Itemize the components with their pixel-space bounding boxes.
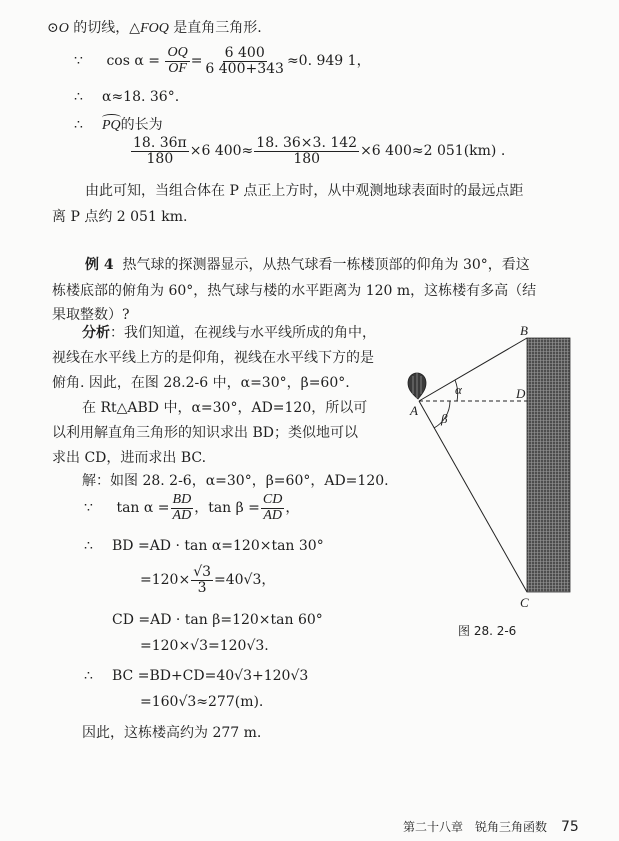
var-o: O (58, 21, 69, 36)
denominator: AD (172, 507, 192, 523)
cd-equation: CD =AD · tan β=120×tan 60° (112, 612, 323, 628)
page-footer (403, 818, 579, 835)
circle-symbol: ⊙ (47, 20, 59, 36)
chapter-title: 第二十八章 锐角三角函数 (403, 820, 548, 834)
analysis-line-2: 视线在水平线上方的是仰角，视线在水平线下方的是 (52, 350, 374, 366)
hot-air-balloon-icon (408, 373, 426, 399)
conclusion-line-2: 离 P 点约 2 051 km. (52, 209, 188, 225)
text: 的长为 (120, 117, 163, 133)
denominator: 3 (197, 579, 207, 596)
text: 的切线，△ (68, 20, 141, 36)
analysis-line-1 (82, 322, 376, 342)
analysis-line-4: 在 Rt△ABD 中，α=30°，AD=120，所以可 (82, 400, 368, 416)
example-line-3: 果取整数）? (52, 307, 130, 323)
analysis-line-3: 俯角. 因此，在图 28.2-6 中，α=30°，β=60°. (52, 375, 350, 391)
example-text: 热气球的探测器显示，从热气球看一栋楼顶部的仰角为 30°，看这 (122, 257, 530, 273)
fraction-sqrt3-3 (191, 565, 213, 595)
bc-equation (84, 668, 308, 684)
tan-beta: ，tan β = (194, 500, 260, 517)
example-line-2: 栋楼底部的俯角为 60°，热气球与楼的水平距离为 120 m，这栋楼有多高（结 (52, 283, 537, 299)
text: 是直角三角形. (168, 20, 262, 36)
tangent-statement (47, 17, 262, 37)
conclusion-line-1: 由此可知，当组合体在 P 点正上方时，从中观测地球表面时的最远点距 (85, 183, 524, 199)
fraction-oq-of (165, 46, 189, 76)
example-label: 例 4 (85, 257, 114, 273)
arc-pq: PQ (102, 118, 121, 133)
figure-caption: 图 28. 2-6 (458, 624, 517, 638)
analysis-line-5: 以利用解直角三角形的知识求出 BD；类似地可以 (52, 425, 358, 441)
triangle-name: FOQ (140, 21, 169, 36)
cos-result: ≈0. 949 1， (286, 53, 371, 70)
therefore-symbol: ∴ (84, 668, 93, 684)
bc-expr: BC =BD+CD=40√3+120√3 (112, 668, 309, 684)
denominator: 6 400+343 (205, 60, 284, 77)
tan-definitions (84, 493, 299, 523)
page-number: 75 (561, 819, 579, 835)
arc-length-calc (130, 136, 505, 166)
numerator: CD (262, 492, 283, 507)
label-alpha: α (455, 382, 462, 397)
numerator: 18. 36×3. 142 (256, 135, 358, 151)
analysis-text: ：我们知道，在视线与水平线所成的角中， (110, 325, 376, 341)
fraction-cd-ad (261, 493, 284, 523)
punct: ， (285, 500, 300, 517)
label-c: C (520, 595, 529, 610)
label-beta: β (441, 411, 448, 426)
numerator: 6 400 (224, 45, 265, 61)
bd-equation (84, 538, 324, 554)
denominator: 180 (146, 150, 174, 167)
line-ac (419, 401, 527, 592)
fraction-1 (131, 136, 189, 166)
solution-intro: 解：如图 28. 2-6，α=30°，β=60°，AD=120. (82, 473, 389, 489)
analysis-line-6: 求出 CD，进而求出 BC. (52, 450, 207, 466)
bc-equation-2: =160√3≈277(m). (140, 694, 264, 710)
cos-equation (74, 46, 371, 76)
because-symbol: ∵ (74, 53, 83, 70)
label-a: A (410, 403, 418, 418)
mid-text: ×6 400≈ (189, 143, 254, 160)
denominator: 180 (293, 150, 321, 167)
numerator: √3 (193, 564, 212, 580)
because-symbol: ∵ (84, 500, 93, 517)
alpha-value: α≈18. 36°. (102, 89, 180, 105)
therefore-symbol: ∴ (74, 89, 83, 105)
figure-balloon-building (395, 320, 595, 620)
numerator: BD (172, 492, 192, 507)
denominator: OF (168, 60, 187, 76)
fraction-bd-ad (171, 493, 194, 523)
equals: = (190, 53, 203, 70)
tan-alpha: tan α = (116, 500, 170, 517)
bd-expr: BD =AD · tan α=120×tan 30° (112, 538, 324, 554)
cos-lhs: cos α = (106, 53, 160, 70)
building (527, 338, 570, 592)
numerator: OQ (167, 45, 188, 60)
label-d: D (516, 386, 526, 401)
therefore-symbol: ∴ (74, 117, 83, 133)
fraction-2 (254, 136, 359, 166)
bd-equation-2 (140, 565, 275, 595)
numerator: 18. 36π (133, 135, 187, 151)
fraction-values (203, 46, 286, 76)
example-line-1 (85, 254, 530, 274)
line-ab (419, 338, 527, 401)
arc-length-intro (74, 114, 163, 134)
denominator: AD (263, 507, 282, 523)
analysis-label: 分析 (82, 325, 110, 341)
cd-equation-2: =120×√3=120√3. (140, 638, 269, 654)
final-answer: 因此，这栋楼高约为 277 m. (82, 725, 262, 741)
expr: =40√3， (214, 572, 276, 589)
result-text: ×6 400≈2 051(km) . (360, 143, 506, 160)
label-b: B (520, 323, 528, 338)
therefore-symbol: ∴ (84, 538, 93, 554)
alpha-result (74, 89, 179, 105)
expr: =120× (140, 572, 191, 589)
